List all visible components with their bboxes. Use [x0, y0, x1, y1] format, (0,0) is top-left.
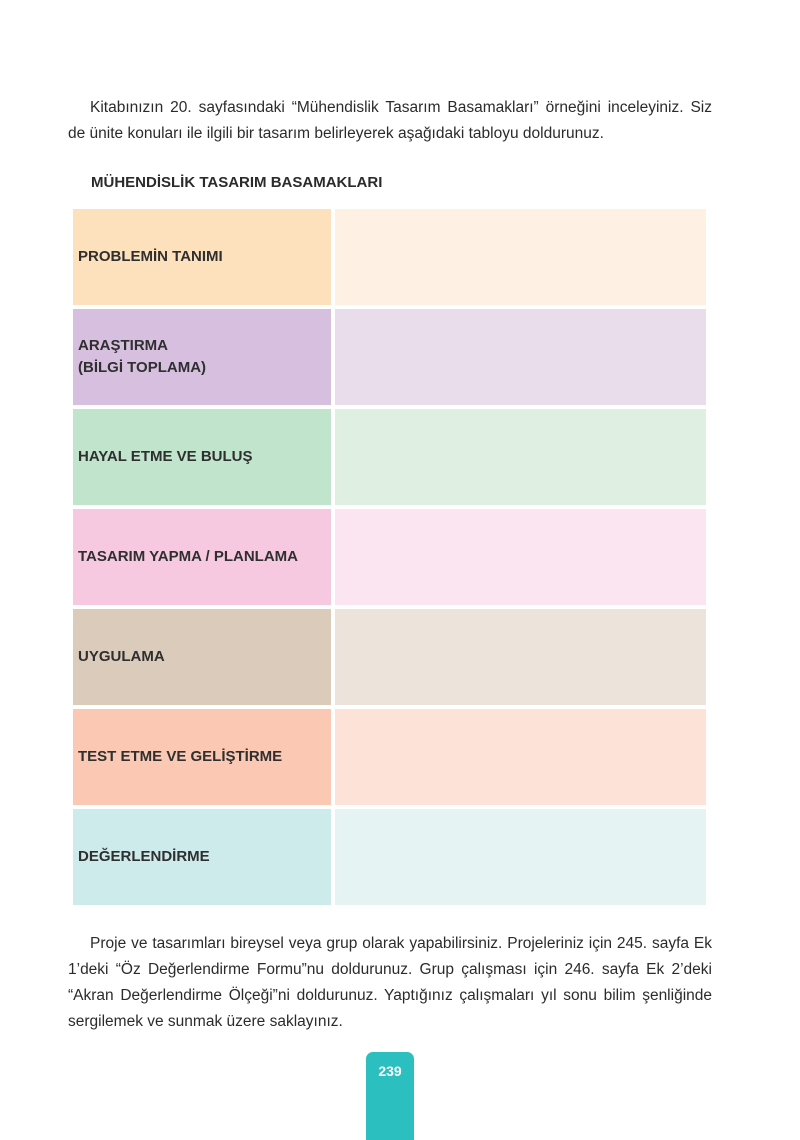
section-title: MÜHENDİSLİK TASARIM BASAMAKLARI [91, 174, 383, 191]
outro-paragraph [68, 931, 712, 1035]
step-answer-cell [335, 509, 706, 605]
step-answer-cell [335, 809, 706, 905]
step-row [73, 709, 706, 805]
step-label: TASARIM YAPMA / PLANLAMA [73, 509, 331, 605]
step-answer-cell [335, 709, 706, 805]
step-label: ARAŞTIRMA (BİLGİ TOPLAMA) [73, 309, 331, 405]
step-row [73, 209, 706, 305]
step-row [73, 609, 706, 705]
design-steps-table [73, 209, 706, 909]
intro-paragraph [68, 95, 712, 147]
step-row [73, 409, 706, 505]
step-label: UYGULAMA [73, 609, 331, 705]
step-label: HAYAL ETME VE BULUŞ [73, 409, 331, 505]
page-number: 239 [378, 1063, 402, 1079]
page-number-tab [366, 1052, 414, 1140]
step-label: TEST ETME VE GELİŞTİRME [73, 709, 331, 805]
step-answer-cell [335, 209, 706, 305]
step-label: DEĞERLENDİRME [73, 809, 331, 905]
step-row [73, 309, 706, 405]
intro-text: Kitabınızın 20. sayfasındaki “Mühendislik Tasarım Basamakları” örneğini inceleyiniz. Siz de ünite konuları ile ilgili bir tasarım belirleyerek aşağıdaki tabloyu doldurunuz. [68, 99, 712, 142]
step-row [73, 509, 706, 605]
step-answer-cell [335, 309, 706, 405]
outro-text: Proje ve tasarımları bireysel veya grup olarak yapabilirsiniz. Projeleriniz için 245. sayfa Ek 1’deki “Öz Değerlendirme Formu”nu doldurunuz. Grup çalışması için 246. sayfa Ek 2’deki “Akran Değerlendirme Ölçeği”ni doldurunuz. Yaptığınız çalışmaları yıl sonu bilim şenliğinde sergilemek ve sunmak üzere saklayınız. [68, 935, 712, 1030]
step-answer-cell [335, 609, 706, 705]
step-label: PROBLEMİN TANIMI [73, 209, 331, 305]
step-answer-cell [335, 409, 706, 505]
step-row [73, 809, 706, 905]
